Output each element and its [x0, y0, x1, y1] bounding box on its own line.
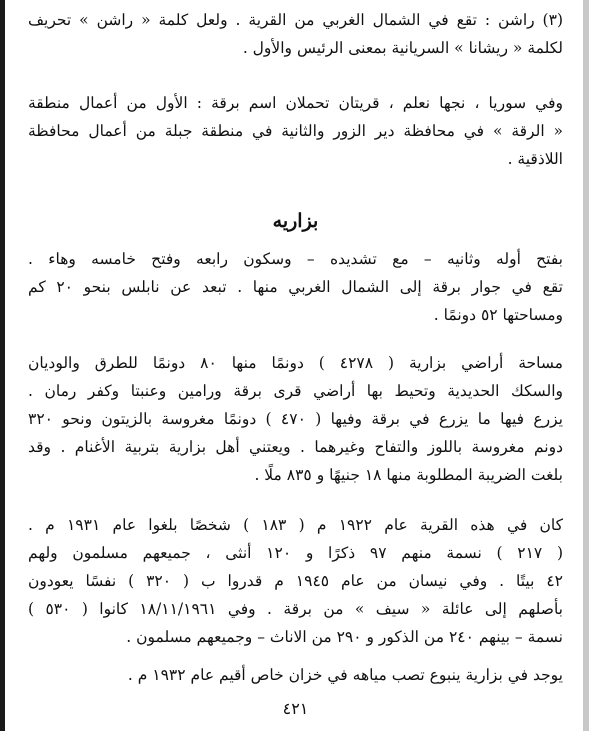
text-line: بفتح أوله وثانيه – مع تشديده – وسكون رابعه وفتح خامسه وهاء .	[28, 250, 563, 268]
text-line: والسكك الحديدية وتحيط بها أراضي قرى برقة ورامين وعنبتا وكفر رمان .	[28, 382, 563, 400]
paragraph-population	[28, 511, 563, 651]
text-line: وفي سوريا ، نجها نعلم ، قريتان تحملان اسم برقة : الأول من أعمال منطقة	[28, 94, 563, 112]
page-number: ٤٢١	[282, 699, 309, 718]
text-line: يزرع فيها ما يزرع في برقة وفيها ( ٤٧٠ ) دونمًا مغروسة بالزيتون ونحو ٣٢٠	[28, 410, 563, 428]
text-line: كان في هذه القرية عام ١٩٢٢ م ( ١٨٣ ) شخصًا بلغوا عام ١٩٣١ م .	[28, 516, 563, 534]
footnote-rashin	[28, 6, 563, 62]
text-line: تقع في جوار برقة إلى الشمال الغربي منها . تبعد عن نابلس بنحو ٢٠ كم	[28, 278, 563, 296]
window-frame-left	[0, 0, 5, 731]
text-line: بأصلهم إلى عائلة « سيف » من برقة . وفي ١٨/١١/١٩٦١ كانوا ( ٥٣٠ )	[28, 600, 563, 618]
text-line: اللاذقية .	[507, 150, 563, 168]
section-heading: بزاريه	[272, 210, 319, 232]
text-line: يوجد في بزارية ينبوع تصب مياهه في خزان خاص أقيم عام ١٩٣٢ م .	[127, 666, 563, 684]
paragraph-syria	[28, 89, 563, 173]
text-line: (٣) راشن : تقع في الشمال الغربي من القرية . ولعل كلمة « راشن » تحريف	[28, 11, 563, 29]
text-line: بلغت الضريبة المطلوبة منها ١٨ جنيهًا و ٨٣٥ ملًا .	[254, 466, 563, 484]
text-line: لكلمة « ريشانا » السريانية بمعنى الرئيس والأول .	[242, 39, 563, 57]
paragraph-land-area	[28, 349, 563, 489]
text-line: ( ٢١٧ ) نسمة منهم ٩٧ ذكرًا و ١٢٠ أنثى ، جميعهم مسلمون ولهم	[28, 544, 563, 562]
text-line: « الرقة » في محافظة دير الزور والثانية في منطقة جبلة من أعمال محافظة	[28, 122, 563, 140]
paragraph-spring	[28, 661, 563, 689]
text-line: ومساحتها ٥٢ دونمًا .	[433, 306, 563, 324]
text-line: ٤٢ بيتًا . وفي نيسان من عام ١٩٤٥ م قدروا ب ( ٣٢٠ ) نفسًا يعودون	[28, 572, 563, 590]
text-line: مساحة أراضي بزارية ( ٤٢٧٨ ) دونمًا منها ٨٠ دونمًا للطرق والوديان	[28, 354, 563, 372]
text-line: دونم مغروسة باللوز والتفاح وغيرهما . ويعتني أهل بزارية بتربية الأغنام . وقد	[28, 438, 563, 456]
text-line: نسمة – بينهم ٢٤٠ من الذكور و ٢٩٠ من الاناث – وجميعهم مسلمون .	[126, 628, 563, 646]
document-page	[28, 0, 563, 731]
paragraph-pronunciation-location	[28, 245, 563, 329]
window-scrollbar-track[interactable]	[583, 0, 589, 731]
